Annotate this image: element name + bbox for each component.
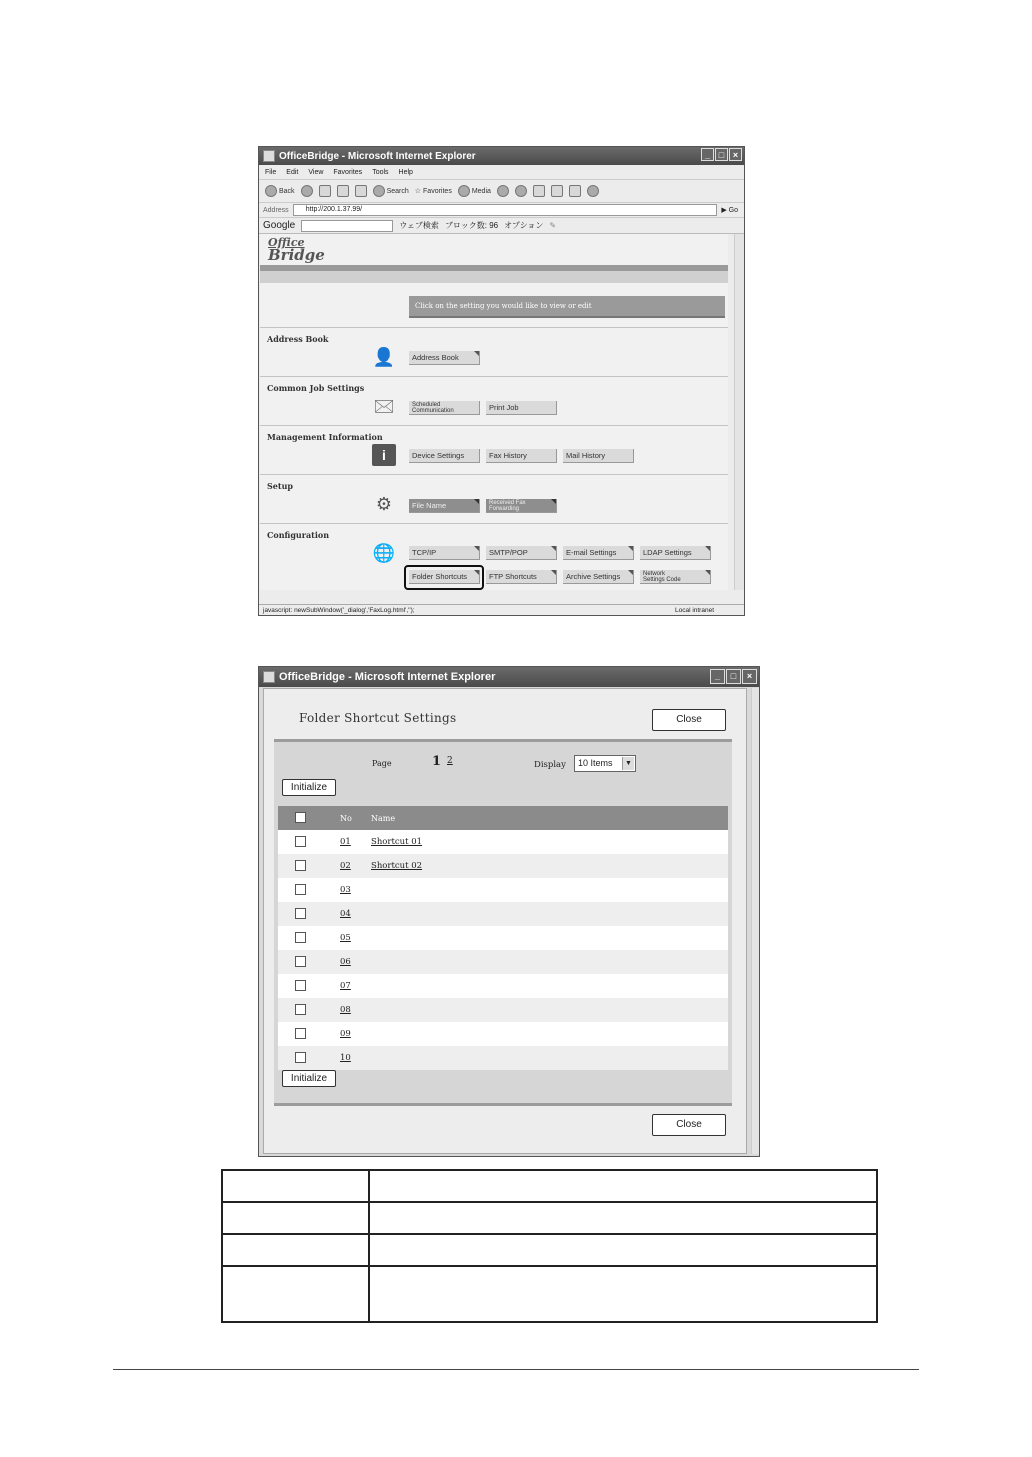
row-no-link[interactable]: 07 [340,981,351,991]
mail-button[interactable] [515,185,527,197]
browser-toolbar [259,180,744,203]
ftp-shortcuts-button[interactable]: FTP Shortcuts [486,570,557,584]
guide-banner: Click on the setting you would like to view or edit [409,296,725,318]
row-no-link[interactable]: 05 [340,933,351,943]
column-name: Name [371,814,396,823]
page-content [260,234,728,590]
browser-title-bar [259,147,744,165]
folder-shortcuts-button[interactable]: Folder Shortcuts [409,570,480,584]
row-no-link[interactable]: 03 [340,885,351,895]
google-logo[interactable]: Google [263,220,296,231]
officebridge-logo: Office Bridge [268,236,325,264]
page-title: Folder Shortcut Settings [299,711,457,725]
edit-icon [551,185,563,197]
person-icon: 👤 [372,347,396,367]
table-row [278,974,728,998]
address-input[interactable]: http://200.1.37.99/ [293,204,718,216]
smtp-pop-button[interactable]: SMTP/POP [486,546,557,560]
close-button-top[interactable]: Close [652,709,726,731]
row-name-link[interactable]: Shortcut 01 [371,837,423,847]
print-icon [533,185,545,197]
google-search-button[interactable]: ウェブ検索 [399,221,439,230]
footer-rule [113,1369,919,1370]
file-name-button[interactable]: File Name [409,499,480,513]
status-bar [259,604,744,615]
search-button[interactable]: Search [373,185,409,197]
row-no-link[interactable]: 02 [340,861,351,871]
page-scrollbar[interactable] [734,234,744,590]
page-link-2[interactable]: 2 [447,756,453,766]
fax-history-button[interactable]: Fax History [486,449,557,463]
row-checkbox[interactable] [295,1052,306,1063]
menu-edit[interactable]: Edit [286,168,299,176]
mail-icon [515,185,527,197]
address-bar [259,203,744,218]
row-checkbox[interactable] [295,956,306,967]
settings-panel [274,739,732,1106]
ldap-settings-button[interactable]: LDAP Settings [640,546,711,560]
pencil-icon[interactable]: ✎ [549,221,557,230]
description-table [221,1169,878,1323]
row-checkbox[interactable] [295,932,306,943]
refresh-icon [337,185,349,197]
section-address-book [260,327,728,376]
section-management-information [260,425,728,474]
row-checkbox[interactable] [295,836,306,847]
section-title: Common Job Settings [267,383,365,393]
header-band [260,271,728,283]
table-row [278,926,728,950]
print-button[interactable] [533,185,545,197]
table-header [278,806,728,830]
globe-icon: 🌐 [372,543,396,563]
row-no-link[interactable]: 06 [340,957,351,967]
back-icon [265,185,277,197]
menu-bar [259,165,744,180]
ie-icon [263,671,275,683]
dialog-content [263,688,747,1154]
job-icon: 🖂 [373,396,395,416]
table-row [223,1203,876,1235]
forward-icon [301,185,313,197]
favorites-button[interactable]: ☆ Favorites [414,187,452,195]
star-icon: ☆ [414,188,422,195]
ie-icon [263,150,275,162]
discuss-icon [569,185,581,197]
table-row [223,1171,876,1203]
close-icon[interactable]: × [729,148,742,161]
section-title: Configuration [267,530,330,540]
row-no-link[interactable]: 10 [340,1053,351,1063]
row-no-link[interactable]: 08 [340,1005,351,1015]
display-label: Display [534,760,566,770]
table-row [278,902,728,926]
table-row [278,998,728,1022]
archive-settings-button[interactable]: Archive Settings [563,570,634,584]
device-settings-button[interactable]: Device Settings [409,449,480,463]
menu-favorites[interactable]: Favorites [333,168,363,176]
menu-help[interactable]: Help [398,168,413,176]
section-title: Setup [267,481,293,491]
email-settings-button[interactable]: E-mail Settings [563,546,634,560]
chevron-down-icon: ▼ [622,757,634,770]
dialog-scrollbar[interactable] [751,688,759,1154]
table-row [278,950,728,974]
go-button[interactable]: ▶ Go [721,207,738,214]
initialize-button-bottom[interactable]: Initialize [282,1070,336,1087]
menu-view[interactable]: View [308,168,324,176]
media-button[interactable]: Media [458,185,491,197]
stop-icon [319,185,331,197]
row-no-link[interactable]: 04 [340,909,351,919]
refresh-button[interactable] [337,185,349,197]
status-zone: Local intranet [674,607,714,614]
display-select[interactable]: 10 Items ▼ [574,755,636,772]
folder-shortcuts-highlight [404,565,484,590]
row-checkbox[interactable] [295,860,306,871]
status-text: javascript: newSubWindow('_dialog','FaxLog.html',''); [263,607,415,614]
close-icon[interactable]: × [742,669,757,684]
section-configuration [260,523,728,591]
table-row [278,1046,728,1070]
google-options-button[interactable]: オプション [504,221,544,230]
print-job-button[interactable]: Print Job [486,401,557,415]
table-row [278,1022,728,1046]
row-no-link[interactable]: 01 [340,837,351,847]
back-button[interactable]: Back [265,185,295,197]
table-row [278,830,728,854]
history-icon [497,185,509,197]
page-current: 1 [432,754,442,769]
table-row [278,878,728,902]
stop-button[interactable] [319,185,331,197]
network-settings-code-button[interactable]: Network Settings Code [640,570,711,584]
media-icon [458,185,470,197]
row-no-link[interactable]: 09 [340,1029,351,1039]
setup-icon: ⚙ [375,494,393,514]
google-popup-blocker[interactable]: ブロック数: 96 [444,221,499,230]
row-checkbox[interactable] [295,908,306,919]
section-title: Address Book [267,334,329,344]
row-name-link[interactable]: Shortcut 02 [371,861,423,871]
minimize-icon[interactable]: _ [710,669,725,684]
column-no: No [340,814,352,823]
info-icon: i [372,444,396,466]
address-book-button[interactable]: Address Book [409,351,480,365]
search-icon [373,185,385,197]
row-checkbox[interactable] [295,884,306,895]
page-label: Page [372,759,392,768]
table-row [278,854,728,878]
maximize-icon[interactable]: □ [726,669,741,684]
home-icon [355,185,367,197]
forward-button[interactable] [301,185,313,197]
section-title: Management Information [267,432,383,442]
table-column-divider [368,1171,370,1321]
google-toolbar [259,218,744,234]
address-label: Address [263,206,289,214]
messenger-icon [587,185,599,197]
dialog-title: OfficeBridge - Microsoft Internet Explorer [279,671,496,683]
menu-tools[interactable]: Tools [372,168,389,176]
row-checkbox[interactable] [295,1028,306,1039]
shortcut-table [278,806,728,1070]
select-all-checkbox[interactable] [295,812,306,823]
home-button[interactable] [355,185,367,197]
messenger-button[interactable] [587,185,599,197]
dialog-title-bar [259,667,759,687]
tcpip-button[interactable]: TCP/IP [409,546,480,560]
edit-button[interactable] [551,185,563,197]
section-common-job-settings [260,376,728,425]
browser-window [258,146,745,616]
initialize-button-top[interactable]: Initialize [282,779,336,796]
panel-bottom-border [274,1103,732,1106]
minimize-icon[interactable]: _ [701,148,714,161]
mail-history-button[interactable]: Mail History [563,449,634,463]
close-button-bottom[interactable]: Close [652,1114,726,1136]
row-checkbox[interactable] [295,1004,306,1015]
section-setup [260,474,728,523]
dialog-window [258,666,760,1157]
maximize-icon[interactable]: □ [715,148,728,161]
scheduled-communication-button[interactable]: Scheduled Communication [409,401,480,415]
history-button[interactable] [497,185,509,197]
discuss-button[interactable] [569,185,581,197]
received-fax-forwarding-button[interactable]: Received Fax Forwarding [486,499,557,513]
row-checkbox[interactable] [295,980,306,991]
table-row [223,1235,876,1267]
browser-title: OfficeBridge - Microsoft Internet Explorer [279,150,476,162]
menu-file[interactable]: File [265,168,277,176]
google-search-input[interactable] [301,220,393,232]
